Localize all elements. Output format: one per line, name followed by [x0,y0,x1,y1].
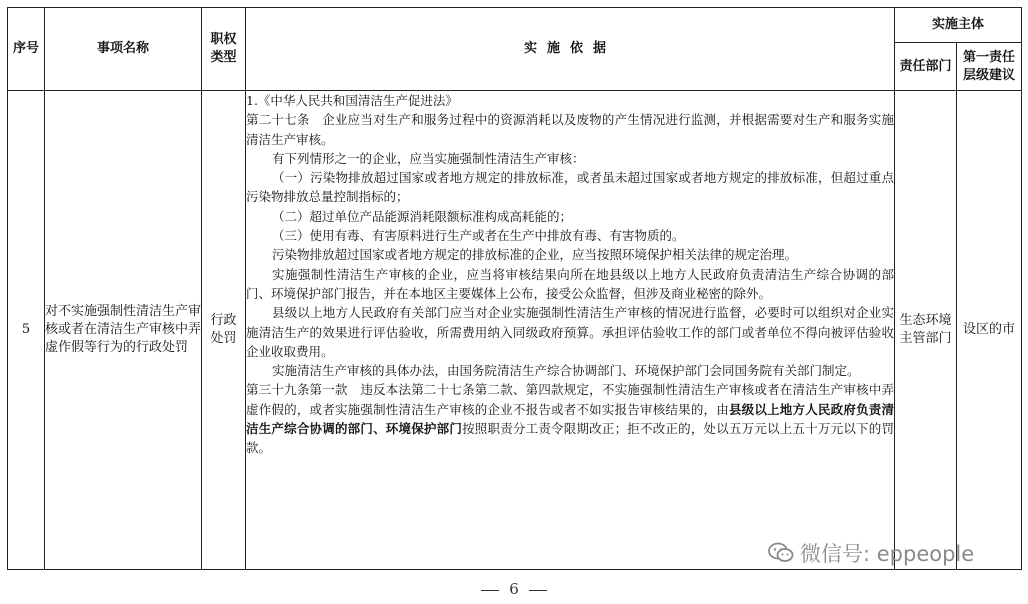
header-power-type [202,8,246,91]
responsible-department: 生态环境 主管部门 [895,91,957,570]
paragraph: 污染物排放超过国家或者地方规定的排放标准的企业，应当按照环境保护相关法律的规定治理。 [272,247,798,263]
page-footer [0,580,1028,598]
footer-dash-right [529,590,547,591]
list-item: （三）使用有毒、有害原料进行生产或者在生产中排放有毒、有害物质的。 [272,228,685,244]
list-item: （一）污染物排放超过国家或者地方规定的排放标准，或者虽未超过国家或者地方规定的排放标准，但超过重点污染物排放总量控制指标的； [246,170,894,205]
page-number: 6 [509,580,519,598]
item-name: 对不实施强制性清洁生产审核或者在清洁生产审核中弄虚作假等行为的行政处罚 [45,91,202,570]
row-number: 5 [8,91,45,570]
header-power-type-line2: 类型 [210,50,237,65]
legal-basis [246,91,895,570]
paragraph: 实施强制性清洁生产审核的企业，应当将审核结果向所在地县级以上地方人民政府负责清洁生产综合协调的部门、环境保护部门报告，并在本地区主要媒体上公布，接受公众监督，但涉及商业秘密的除外。 [246,266,894,301]
paragraph: 有下列情形之一的企业，应当实施强制性清洁生产审核： [272,150,585,166]
law-title: 1.《中华人民共和国清洁生产促进法》 [246,93,458,108]
wechat-icon [768,542,794,564]
power-type: 行政 处罚 [202,91,246,570]
watermark-text: 微信号: eppeople [800,542,975,566]
list-item: （二）超过单位产品能源消耗限额标准构成高耗能的； [272,208,573,224]
article-39: 第三十九条第一款 违反本法第二十七条第二款、第四款规定，不实施强制性清洁生产审核或者在清洁生产审核中弄虚作假的，或者实施强制性清洁生产审核的企业不报告或者不如实报告审核结果的，由县级以上地方人民政府负责清洁生产综合协调的部门、环境保护部门按照职责分工责令限期改正；拒不改正的，处以五万元以上五十万元以下的罚款。 [246,382,894,456]
header-item-name: 事项名称 [45,8,202,91]
footer-dash-left [481,590,499,591]
watermark [768,538,974,568]
paragraph: 实施清洁生产审核的具体办法，由国务院清洁生产综合协调部门、环境保护部门会同国务院有关部门制定。 [272,363,860,379]
responsibility-level: 设区的市 [957,91,1022,570]
header-department: 责任部门 [895,43,957,91]
header-power-type-line1: 职权 [210,32,237,47]
article-27: 第二十七条 企业应当对生产和服务过程中的资源消耗以及废物的产生情况进行监测，并根据需要对生产和服务实施清洁生产审核。 [246,112,894,147]
header-basis: 实施依据 [246,8,895,91]
paragraph: 县级以上地方人民政府有关部门应当对企业实施强制性清洁生产审核的情况进行监督，必要时可以组织对企业实施清洁生产的效果进行评估验收，所需费用纳入同级政府预算。承担评估验收工作的部门或者单位不得向被评估验收企业收取费用。 [246,305,894,359]
document-table [7,7,1022,570]
header-number: 序号 [8,8,45,91]
responsible-authority: 县级以上地方人民政府负责清洁生产综合协调的部门、环境保护部门 [246,401,894,437]
header-level: 第一责任 层级建议 [957,43,1022,91]
header-subject: 实施主体 [895,8,1022,43]
